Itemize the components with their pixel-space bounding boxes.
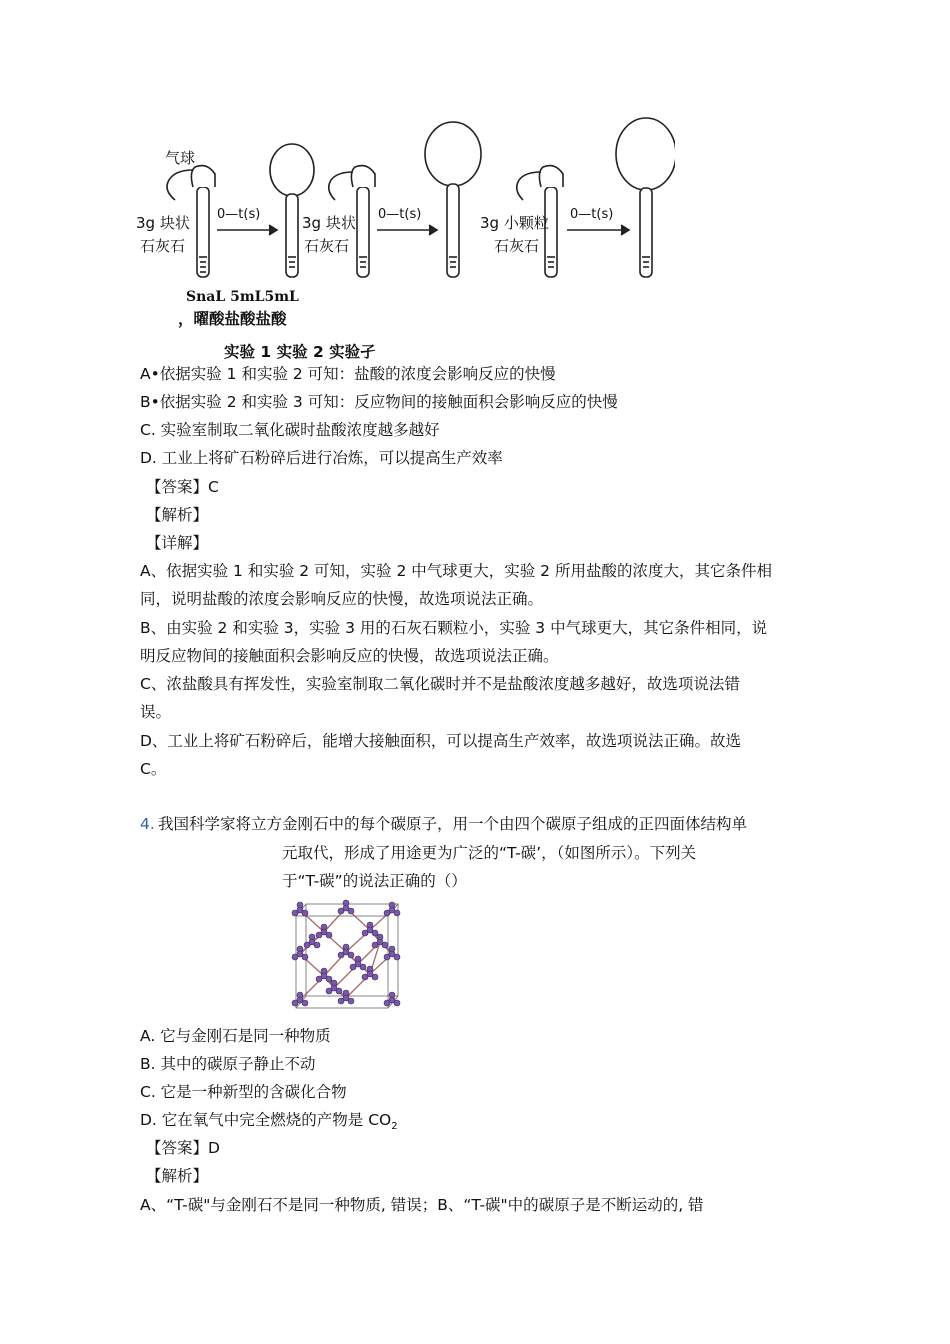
q4-option-b: B. 其中的碳原子静止不动 [140, 1055, 316, 1073]
q3-analysis-heading: 【解析】 [146, 506, 209, 524]
carbon-atom [377, 939, 383, 945]
q4-stem-line2: 元取代，形成了用途更为广泛的“T-碳’，（如图所示）。下列关 [282, 844, 697, 862]
carbon-atom [389, 907, 395, 913]
q3-explanation-line: C。 [140, 760, 167, 778]
q4-stem-line3: 于“T-碳”的说法正确的（） [282, 872, 467, 890]
carbon-atom [297, 997, 303, 1003]
carbon-atom [297, 951, 303, 957]
q3-explanation-line: B、由实验 2 和实验 3，实验 3 用的石灰石颗粒小，实验 3 中气球更大，其它条件相同，说 [140, 619, 768, 637]
q4-option-d-text: D. 它在氧气中完全燃烧的产物是 CO [140, 1111, 392, 1129]
carbon-atom [355, 961, 361, 967]
q3-option-c: C. 实验室制取二氧化碳时盐酸浓度越多越好 [140, 421, 440, 439]
balloon-label: 气球 [165, 149, 196, 167]
carbon-atom [321, 929, 327, 935]
q3-detail-heading: 【详解】 [146, 534, 209, 552]
q4-stem-line1: 我国科学家将立方金刚石中的每个碳原子，用一个由四个碳原子组成的正四面体结构单 [158, 815, 748, 833]
carbon-atom [297, 907, 303, 913]
q3-explanation-line: 同，说明盐酸的浓度会影响反应的快慢，故选项说法正确。 [140, 590, 544, 608]
carbon-atom [367, 927, 373, 933]
carbon-atom [309, 939, 315, 945]
q3-explanation-line: D、工业上将矿石粉碎后，能增大接触面积，可以提高生产效率，故选项说法正确。故选 [140, 732, 741, 750]
carbon-atom [343, 905, 349, 911]
experiment-figure [135, 112, 675, 287]
q3-explanation-line: 明反应物间的接触面积会影响反应的快慢，故选项说法正确。 [140, 647, 559, 665]
t-carbon-structure-figure [284, 896, 408, 1018]
exp3-sample-line1: 3g 小颗粒 [480, 214, 549, 232]
carbon-atom [331, 985, 337, 991]
q4-answer: 【答案】D [146, 1139, 220, 1157]
carbon-atom [321, 973, 327, 979]
volume-label: SnaL 5mL5mL [186, 289, 299, 305]
q3-explanation-line: A、依据实验 1 和实验 2 可知，实验 2 中气球更大，实验 2 所用盐酸的浓度大，其它条件相 [140, 562, 772, 580]
q3-explanation-line: 误。 [140, 703, 172, 721]
q4-option-d-subscript: 2 [391, 1121, 398, 1133]
q3-option-b: B•依据实验 2 和实验 3 可知：反应物间的接触面积会影响反应的快慢 [140, 393, 618, 411]
q4-option-c: C. 它是一种新型的含碳化合物 [140, 1083, 347, 1101]
arrow-label-3: 0—t(s) [570, 207, 614, 222]
q3-answer: 【答案】C [146, 478, 219, 496]
carbon-atom [389, 951, 395, 957]
carbon-atom [389, 997, 395, 1003]
exp2-sample-line2: 石灰石 [304, 237, 350, 255]
carbon-atom [343, 949, 349, 955]
q4-option-a: A. 它与金刚石是同一种物质 [140, 1027, 331, 1045]
exp2-sample-line1: 3g 块状 [302, 214, 356, 232]
carbon-atom [343, 995, 349, 1001]
arrow-label-2: 0—t(s) [378, 207, 422, 222]
arrow-label-1: 0—t(s) [217, 207, 261, 222]
carbon-atom [367, 971, 373, 977]
q4-analysis-heading: 【解析】 [146, 1167, 209, 1185]
q3-option-a: A•依据实验 1 和实验 2 可知：盐酸的浓度会影响反应的快慢 [140, 365, 556, 383]
exp1-sample-line1: 3g 块状 [136, 214, 190, 232]
experiment-labels: 实验 1 实验 2 实验孑 [224, 343, 376, 361]
q3-explanation-line: C、浓盐酸具有挥发性，实验室制取二氧化碳时并不是盐酸浓度越多越好，故选项说法错 [140, 675, 740, 693]
exp1-sample-line2: 石灰石 [140, 237, 186, 255]
q4-explanation: A、“T-碳"与金刚石不是同一种物质, 错误；B、“T-碳"中的碳原子是不断运动的, 错 [140, 1196, 704, 1214]
q4-number: 4. [140, 815, 155, 833]
acid-label: ，曜酸盐酸盐酸 [178, 310, 287, 328]
exp3-sample-line2: 石灰石 [494, 237, 540, 255]
q4-option-d [140, 1110, 398, 1137]
q3-option-d: D. 工业上将矿石粉碎后进行冶炼，可以提高生产效率 [140, 449, 503, 467]
